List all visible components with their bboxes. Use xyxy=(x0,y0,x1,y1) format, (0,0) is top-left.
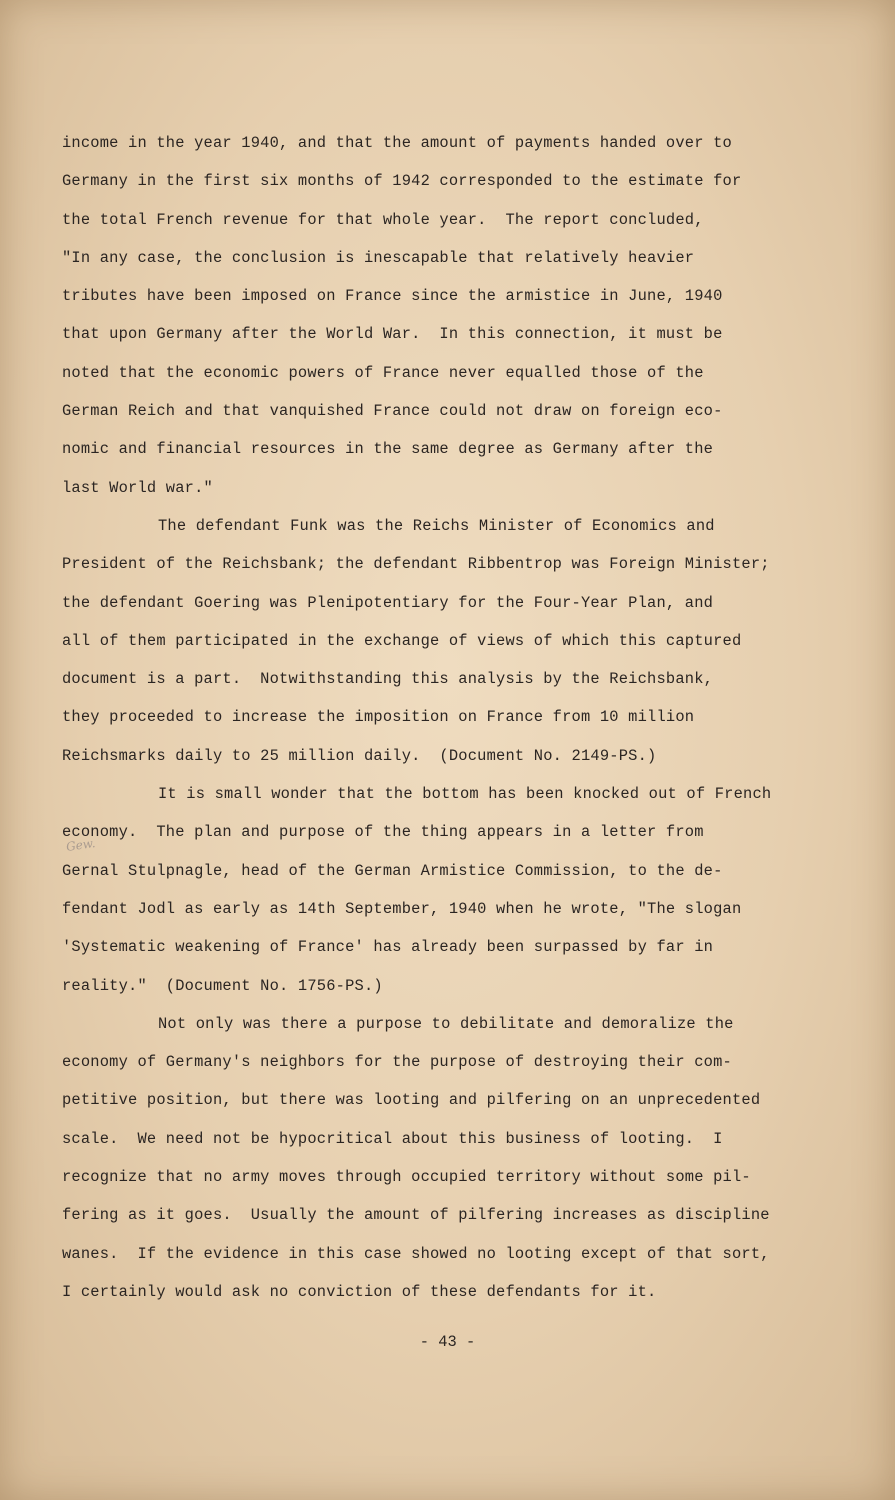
text-line: I certainly would ask no conviction of these defendants for it. xyxy=(62,1282,657,1301)
text-line: tributes have been imposed on France since the armistice in June, 1940 xyxy=(62,287,723,306)
text-line: wanes. If the evidence in this case showed no looting except of that sort, xyxy=(62,1244,770,1263)
document-body xyxy=(62,124,842,1311)
text-line: noted that the economic powers of France never equalled those of the xyxy=(62,363,704,382)
text-line: economy of Germany's neighbors for the purpose of destroying their com- xyxy=(62,1053,732,1072)
text-line: scale. We need not be hypocritical about this business of looting. I xyxy=(62,1129,723,1148)
pencil-annotation: Gew. xyxy=(65,836,97,854)
text-line: "In any case, the conclusion is inescapable that relatively heavier xyxy=(62,248,695,267)
text-line: petitive position, but there was looting and pilfering on an unprecedented xyxy=(62,1091,761,1110)
text-line: the defendant Goering was Plenipotentiary for the Four-Year Plan, and xyxy=(62,593,714,612)
text-line: It is small wonder that the bottom has been knocked out of French xyxy=(158,785,772,804)
text-line: nomic and financial resources in the same degree as Germany after the xyxy=(62,440,714,459)
text-line: recognize that no army moves through occupied territory without some pil- xyxy=(62,1168,751,1187)
text-line: 'Systematic weakening of France' has already been surpassed by far in xyxy=(62,938,714,957)
text-line: Gernal Stulpnagle, head of the German Armistice Commission, to the de- xyxy=(62,861,723,880)
text-line: Germany in the first six months of 1942 corresponded to the estimate for xyxy=(62,172,742,191)
text-line: economy. The plan and purpose of the thing appears in a letter from xyxy=(62,823,704,842)
text-line: reality." (Document No. 1756-PS.) xyxy=(62,976,383,995)
text-line: that upon Germany after the World War. In this connection, it must be xyxy=(62,325,723,344)
text-line: German Reich and that vanquished France could not draw on foreign eco- xyxy=(62,402,723,421)
text-line: last World war." xyxy=(62,478,213,497)
text-line: fering as it goes. Usually the amount of pilfering increases as discipline xyxy=(62,1206,770,1225)
text-line: Reichsmarks daily to 25 million daily. (Document No. 2149-PS.) xyxy=(62,746,657,765)
page-number: - 43 - xyxy=(419,1333,476,1351)
text-line: they proceeded to increase the imposition on France from 10 million xyxy=(62,708,695,727)
text-line: Not only was there a purpose to debilitate and demoralize the xyxy=(158,1014,734,1033)
text-line: President of the Reichsbank; the defendant Ribbentrop was Foreign Minister; xyxy=(62,555,770,574)
text-line: fendant Jodl as early as 14th September, 1940 when he wrote, "The slogan xyxy=(62,899,742,918)
text-line: The defendant Funk was the Reichs Minister of Economics and xyxy=(158,516,715,535)
text-line: document is a part. Notwithstanding this analysis by the Reichsbank, xyxy=(62,670,714,689)
text-line: the total French revenue for that whole year. The report concluded, xyxy=(62,210,704,229)
text-line: all of them participated in the exchange of views of which this captured xyxy=(62,631,742,650)
text-line: income in the year 1940, and that the amount of payments handed over to xyxy=(62,134,732,152)
